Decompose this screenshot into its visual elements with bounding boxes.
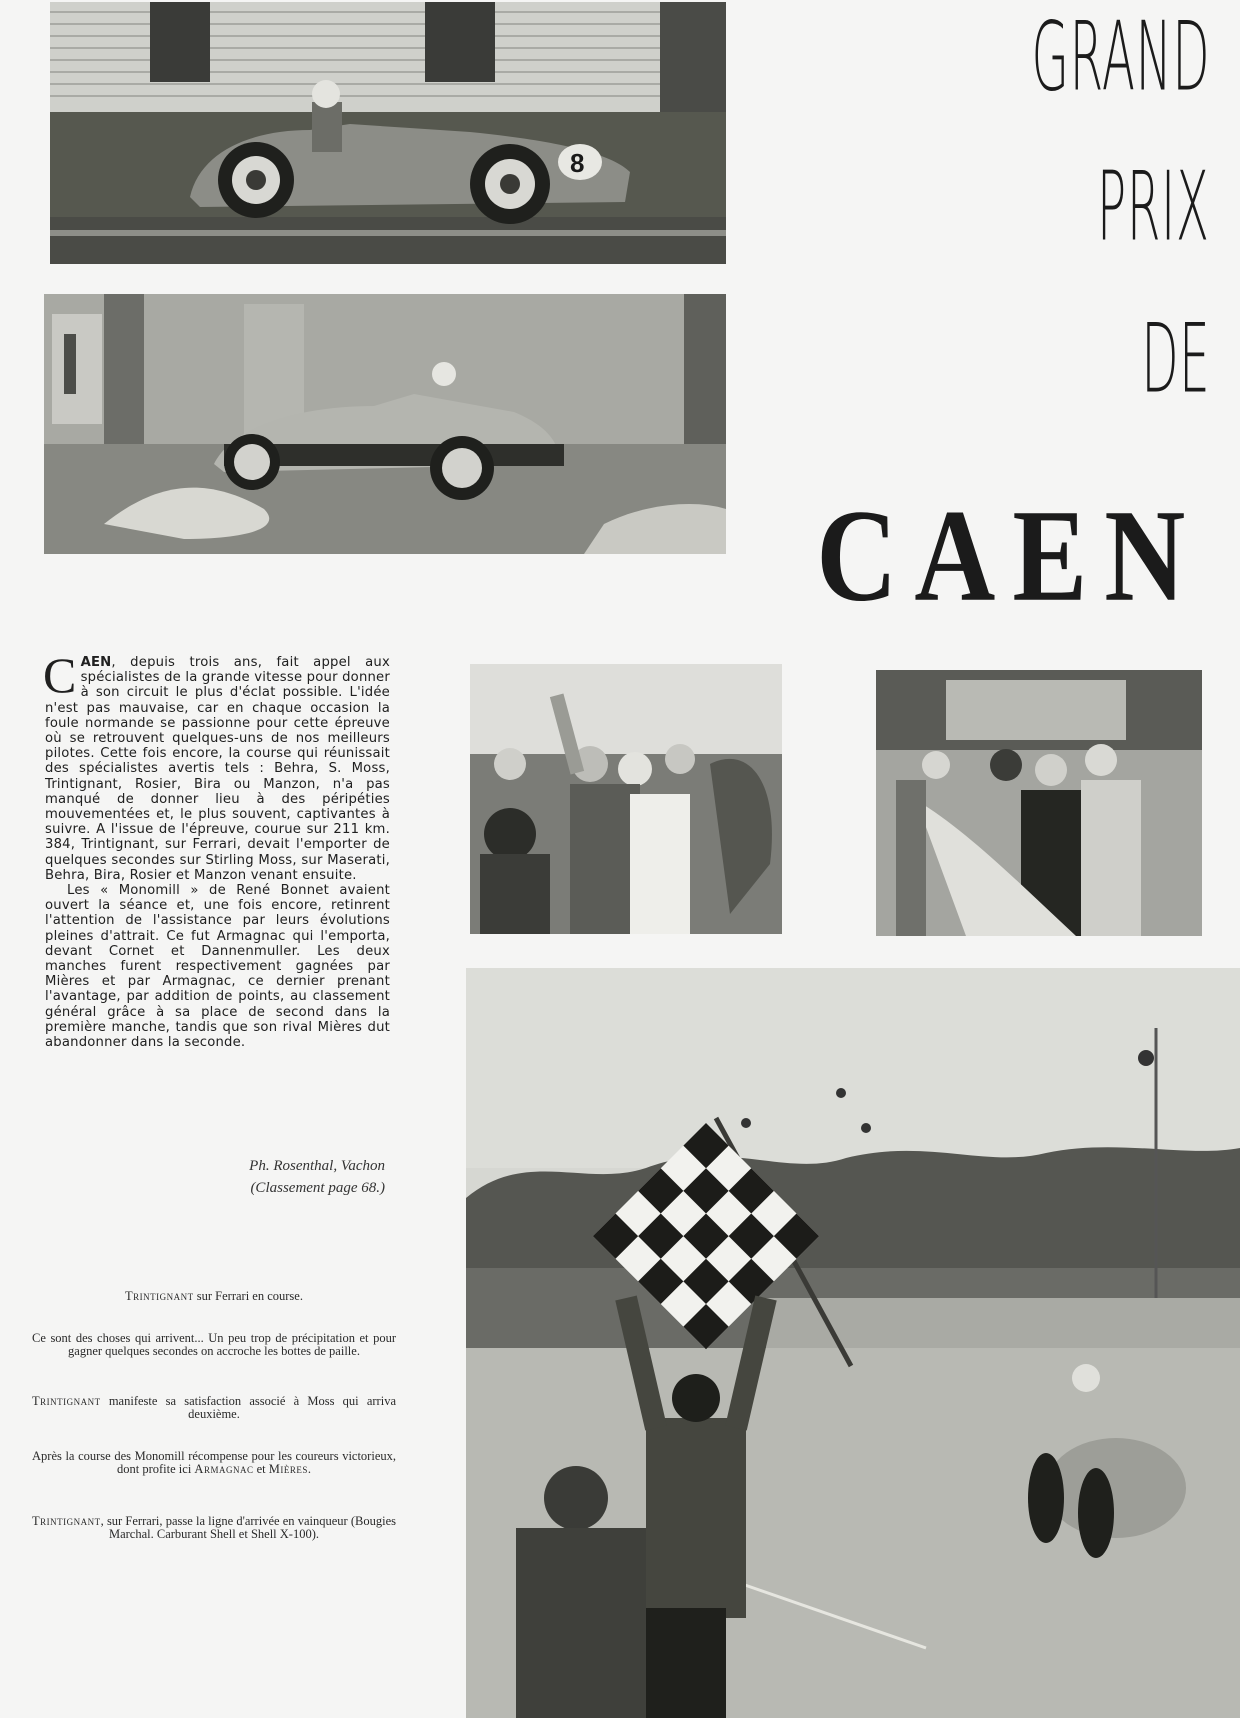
article-paragraph-2: Les « Monomill » de René Bonnet avaient ouvert la séance et, une fois encore, retinrent l'attention de l'assistance par leurs évolutions pleines d'attrait. Ce fut Armagnac qui l'emporta, devant Cornet et Dannenmuller. Les deux manches furent respectivement gagnées par Mières et par Armagnac, ce dernier prenant l'avantage, par addition de points, au classement général grâce à sa place de second dans la première manche, tandis que son rival Mières dut abandonner dans la seconde. (45, 883, 390, 1051)
chequered-flag-image (466, 968, 1240, 1718)
celebration-image (470, 664, 782, 934)
caption-4-text: Après la course des Monomill récompense pour les coureurs victorieux, dont profite ici (32, 1449, 396, 1476)
caption-4-name-armagnac: Armagnac (194, 1462, 254, 1476)
caption-3-text: manifeste sa satisfaction associé à Moss qui arriva deuxième. (100, 1394, 396, 1421)
photo-trintignant-racing (50, 2, 726, 264)
caption-2-text: Ce sont des choses qui arrivent... Un peu trop de précipitation et pour gagner quelques secondes on accroche les bottes de paille. (32, 1331, 396, 1358)
caption-2 (32, 1332, 396, 1358)
article-paragraph-1 (43, 647, 390, 883)
article-body (43, 647, 390, 1051)
caption-1-text: sur Ferrari en course. (193, 1289, 303, 1303)
caption-4-end: . (307, 1462, 311, 1476)
caption-5 (32, 1515, 396, 1541)
title-grand: GRAND (1031, 2, 1210, 113)
caption-5-name: Trintignant (32, 1514, 101, 1528)
photo-credit: Ph. Rosenthal, Vachon (249, 1158, 385, 1174)
caption-3 (32, 1395, 396, 1421)
photo-finish-line-flag (466, 968, 1240, 1718)
caption-1 (32, 1290, 396, 1303)
results-reference: (Classement page 68.) (250, 1180, 385, 1196)
title-prix: PRIX (1097, 152, 1210, 263)
caption-3-name: Trintignant (32, 1394, 101, 1408)
caption-4-name-mieres: Mières (268, 1462, 308, 1476)
caption-4-mid: et (253, 1462, 269, 1476)
caption-5-text: , sur Ferrari, passe la ligne d'arrivée en vainqueur (Bougies Marchal. Carburant Shell et Shell X-100). (100, 1514, 396, 1541)
photo-trintignant-celebrating (470, 664, 782, 934)
straw-bale-image (44, 294, 726, 554)
photo-straw-bale-crash (44, 294, 726, 554)
title-de: DE (1140, 304, 1210, 415)
race-car-image (50, 2, 726, 264)
caption-1-name: Trintignant (125, 1289, 194, 1303)
paragraph-1-text: , depuis trois ans, fait appel aux spécialistes de la grande vitesse pour donner à son circuit le plus d'éclat possible. L'idée n'est pas mauvaise, car en chaque occasion la foule normande se passionne pour cette épreuve où se retrouvent quelques-uns de nos meilleurs pilotes. Cette fois encore, la course qui réunissait des spécialistes avertis tels : Behra, S. Moss, Trintignant, Rosier, Bira ou Manzon, n'a pas manqué de donner lieu à des péripéties mouvementées et, le plus souvent, captivantes à suivre. A l'issue de l'épreuve, courue sur 211 km. 384, Trintignant, sur Ferrari, devait l'emporter de quelques secondes sur Stirling Moss, sur Maserati, Behra, Bira, Rosier et Manzon venant ensuite. (45, 655, 390, 883)
photo-monomill-winners (876, 670, 1202, 936)
drop-cap: C (43, 647, 77, 703)
lead-word: AEN (80, 655, 112, 670)
title-caen: CAEN (815, 482, 1202, 629)
monomill-winners-image (876, 670, 1202, 936)
caption-4 (32, 1450, 396, 1476)
svg-text:8: 8 (570, 148, 585, 178)
